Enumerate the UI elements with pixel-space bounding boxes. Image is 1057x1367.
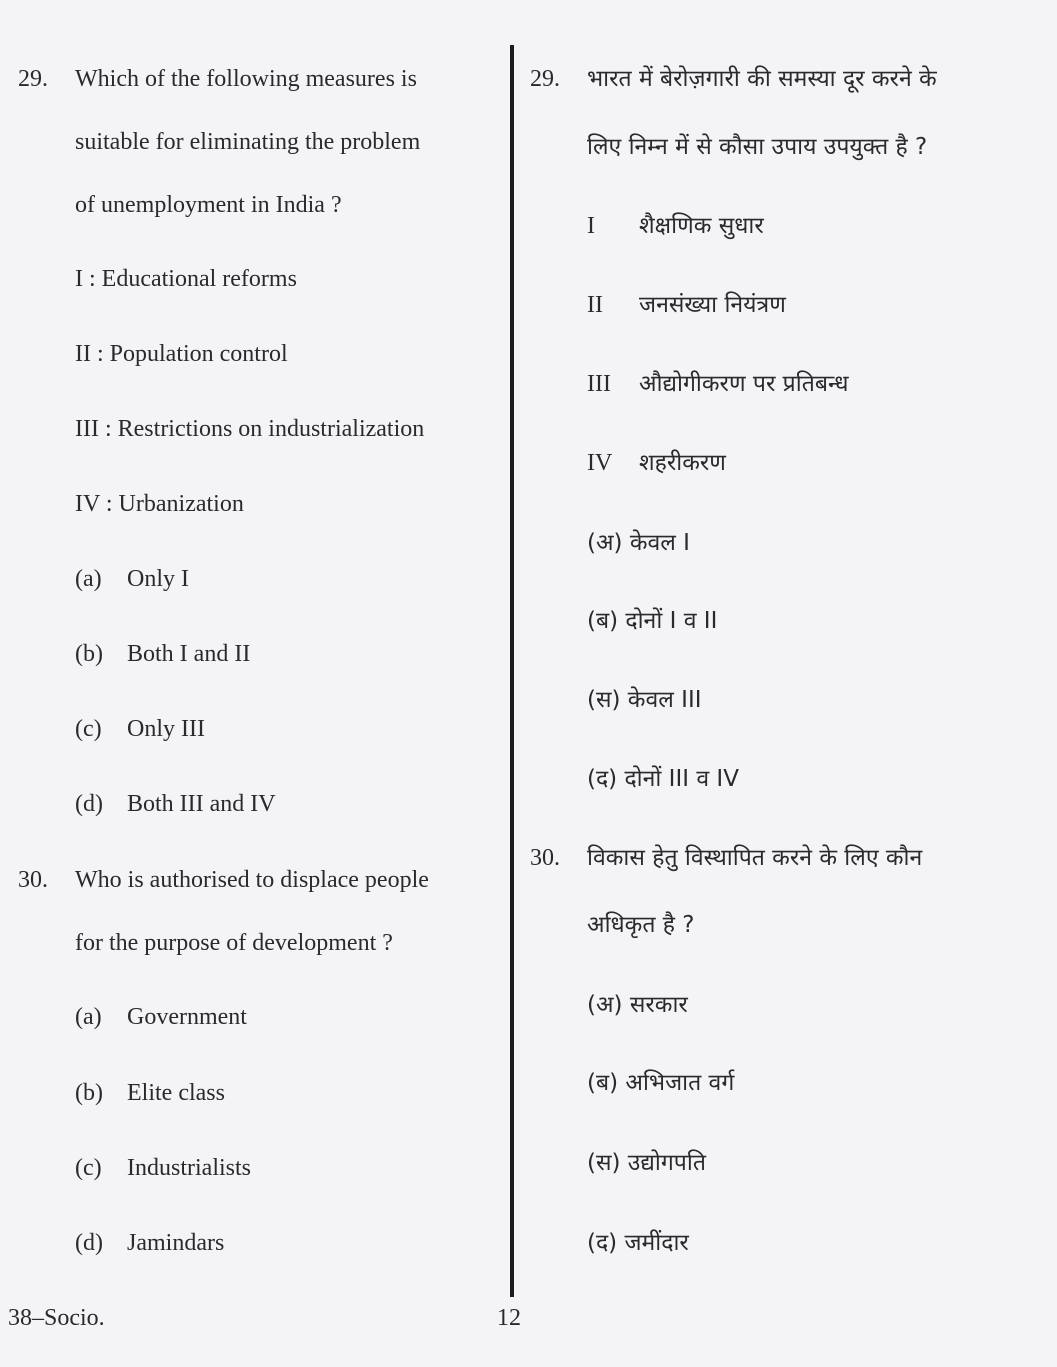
answer-option: (द) जमींदार [587,1230,689,1256]
answer-option [75,564,189,594]
question-text-line: of unemployment in India ? [75,192,342,218]
paper-code: 38–Socio. [8,1305,105,1331]
option-letter: (d) [75,1230,103,1256]
option-text: Both I and II [127,641,251,667]
question-number: 29. [530,66,560,92]
english-column [0,0,505,1290]
hindi-column [520,0,1040,1290]
option-letter: (b) [75,641,103,667]
statement-item: II : Population control [75,341,288,367]
option-letter: (b) [75,1080,103,1106]
option-text: Elite class [127,1080,225,1106]
statement-text: शैक्षणिक सुधार [639,213,764,239]
statement-item [587,448,726,478]
question-number: 30. [18,867,48,893]
option-text: Jamindars [127,1230,225,1256]
option-letter: (c) [75,1155,102,1181]
statement-roman: III [587,371,611,397]
question-text-line: for the purpose of development ? [75,930,393,956]
question-text-line: विकास हेतु विस्थापित करने के लिए कौन [587,845,923,871]
question-text-line: अधिकृत है ? [587,912,695,938]
statement-item [587,211,764,241]
question-text-line: Which of the following measures is [75,66,417,92]
answer-option [75,1002,247,1032]
option-text: Government [127,1004,247,1030]
answer-option [75,1153,251,1183]
statement-text: जनसंख्या नियंत्रण [639,292,786,318]
column-divider [510,45,514,1297]
question-number: 29. [18,66,48,92]
option-text: Both III and IV [127,791,276,817]
option-text: Only I [127,566,189,592]
question-text-line: लिए निम्न में से कौसा उपाय उपयुक्त है ? [587,134,928,160]
statement-item: I : Educational reforms [75,266,297,292]
answer-option: (ब) दोनों I व II [587,608,718,634]
statement-item: IV : Urbanization [75,491,244,517]
option-letter: (a) [75,1004,102,1030]
option-text: Only III [127,716,205,742]
option-letter: (c) [75,716,102,742]
statement-roman: I [587,213,595,239]
answer-option [75,789,276,819]
option-letter: (a) [75,566,102,592]
answer-option: (स) केवल III [587,687,702,713]
answer-option: (अ) सरकार [587,992,688,1018]
statement-item [587,290,786,320]
statement-roman: II [587,292,603,318]
statement-text: औद्योगीकरण पर प्रतिबन्ध [639,371,849,397]
question-text-line: Who is authorised to displace people [75,867,429,893]
statement-item [587,369,848,399]
answer-option [75,714,205,744]
statement-text: शहरीकरण [639,450,726,476]
statement-roman: IV [587,450,613,476]
answer-option [75,1078,225,1108]
question-text-line: suitable for eliminating the problem [75,129,421,155]
answer-option [75,1228,224,1258]
statement-item: III : Restrictions on industrialization [75,416,425,442]
question-text-line: भारत में बेरोज़गारी की समस्या दूर करने के [587,66,937,92]
answer-option: (द) दोनों III व IV [587,766,739,792]
page-number: 12 [497,1305,521,1331]
option-text: Industrialists [127,1155,251,1181]
answer-option [75,639,250,669]
question-number: 30. [530,845,560,871]
answer-option: (अ) केवल I [587,530,690,556]
answer-option: (ब) अभिजात वर्ग [587,1070,735,1096]
option-letter: (d) [75,791,103,817]
answer-option: (स) उद्योगपति [587,1150,706,1176]
